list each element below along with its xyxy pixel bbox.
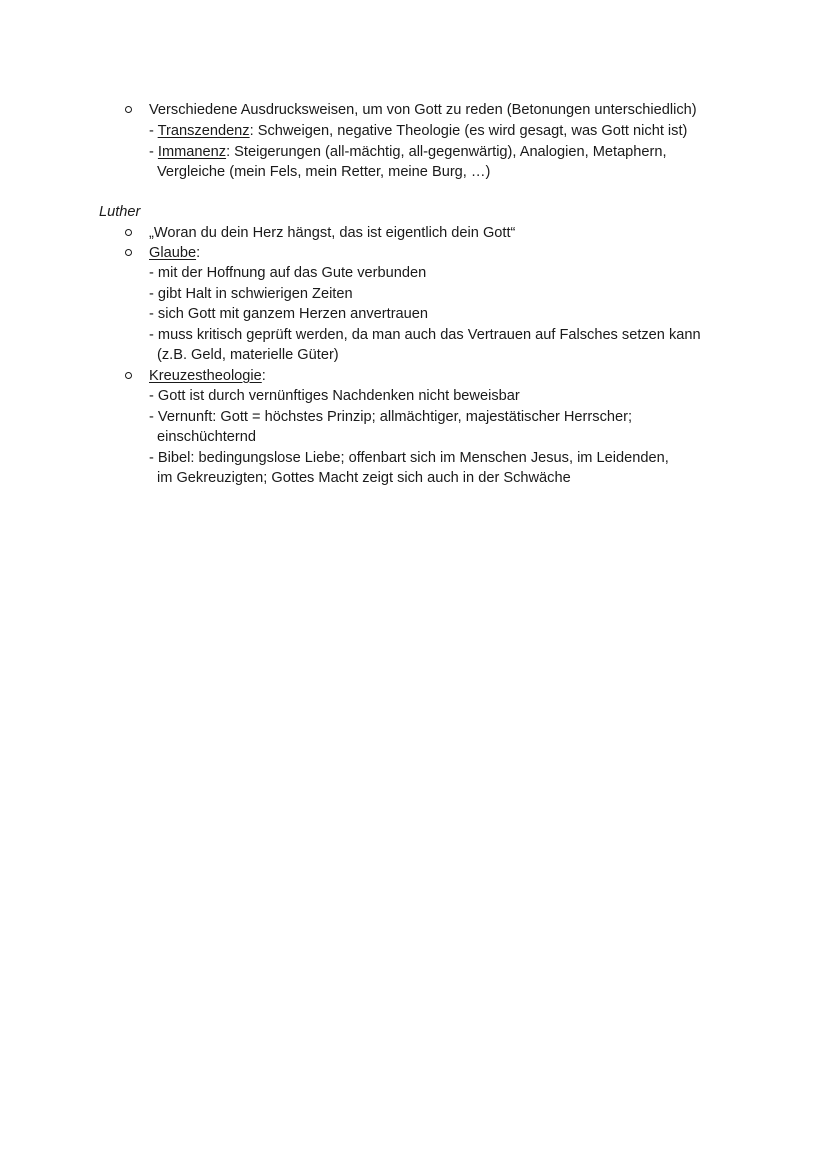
sub-point-transzendenz xyxy=(149,121,687,141)
sub-point-prefix: - xyxy=(149,123,158,139)
list-item-ausdrucksweisen: Verschiedene Ausdrucksweisen, um von Gott zu reden (Betonungen unterschiedlich) xyxy=(149,102,697,118)
glaube-point: - sich Gott mit ganzem Herzen anvertrauen xyxy=(149,306,429,322)
list-item-glaube xyxy=(149,243,200,263)
kreuz-point-continuation: im Gekreuzigten; Gottes Macht zeigt sich auch in der Schwäche xyxy=(157,470,571,486)
term-kreuzestheologie: Kreuzestheologie xyxy=(149,368,262,384)
kreuz-point-continuation: einschüchternd xyxy=(157,429,256,445)
list-item-kreuzestheologie xyxy=(149,366,266,386)
kreuz-point: - Vernunft: Gott = höchstes Prinzip; allmächtiger, majestätischer Herrscher; xyxy=(149,409,633,425)
sub-point-immanenz-continuation: Vergleiche (mein Fels, mein Retter, meine Burg, …) xyxy=(157,164,491,180)
section-heading-luther: Luther xyxy=(99,204,141,220)
glaube-point: - gibt Halt in schwierigen Zeiten xyxy=(149,286,353,302)
glaube-point: - mit der Hoffnung auf das Gute verbunden xyxy=(149,265,427,281)
list-item-quote: „Woran du dein Herz hängst, das ist eigentlich dein Gott“ xyxy=(149,225,516,241)
term-immanenz: Immanenz xyxy=(157,144,227,160)
bullet-icon xyxy=(125,106,132,113)
glaube-point: - muss kritisch geprüft werden, da man auch das Vertrauen auf Falsches setzen kann xyxy=(149,327,701,343)
bullet-icon xyxy=(125,249,132,256)
bullet-icon xyxy=(125,372,132,379)
sub-point-text: : Schweigen, negative Theologie (es wird gesagt, was Gott nicht ist) xyxy=(249,123,688,139)
sub-point-text: : Steigerungen (all-mächtig, all-gegenwärtig), Analogien, Metaphern, xyxy=(226,144,667,160)
bullet-icon xyxy=(125,229,132,236)
term-colon: : xyxy=(196,245,201,261)
sub-point-prefix: - xyxy=(149,144,158,160)
term-transzendenz: Transzendenz xyxy=(157,123,250,139)
term-glaube: Glaube xyxy=(149,245,197,261)
glaube-point-continuation: (z.B. Geld, materielle Güter) xyxy=(157,347,339,363)
term-colon: : xyxy=(261,368,266,384)
kreuz-point: - Bibel: bedingungslose Liebe; offenbart sich im Menschen Jesus, im Leidenden, xyxy=(149,450,669,466)
sub-point-immanenz xyxy=(149,142,667,162)
kreuz-point: - Gott ist durch vernünftiges Nachdenken nicht beweisbar xyxy=(149,388,520,404)
